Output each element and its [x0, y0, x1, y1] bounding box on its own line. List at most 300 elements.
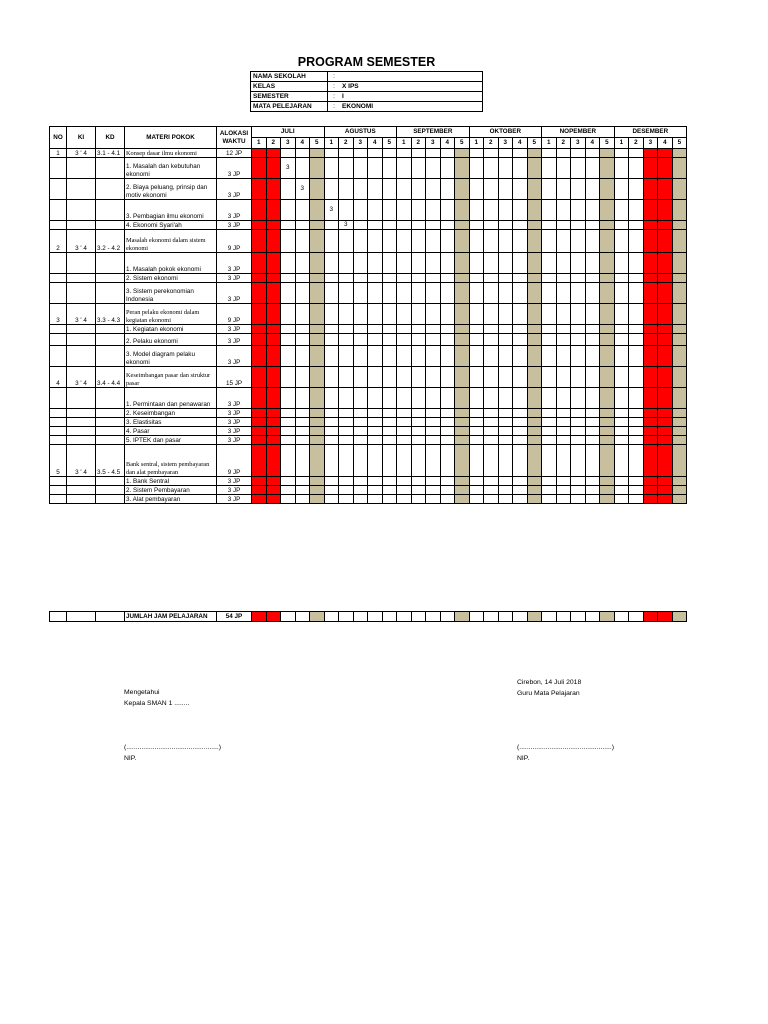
- week-cell: [440, 149, 455, 158]
- week-cell: [542, 612, 557, 622]
- week-cell: [310, 409, 325, 418]
- week-cell: [513, 436, 528, 445]
- week-cell: [672, 612, 687, 622]
- week-cell: [614, 179, 629, 200]
- row-materi: 3. Sistem perekonomian Indonesia: [125, 283, 217, 304]
- info-label: KELAS: [251, 82, 328, 92]
- week-cell: [440, 445, 455, 477]
- week-cell: [672, 230, 687, 253]
- week-cell: [585, 486, 600, 495]
- week-cell: [455, 486, 470, 495]
- week-cell: [498, 149, 513, 158]
- week-cell: [411, 221, 426, 230]
- week-cell: [266, 149, 281, 158]
- week-cell: [658, 283, 673, 304]
- week-cell: [600, 274, 615, 283]
- week-cell: [455, 158, 470, 179]
- week-cell: [658, 436, 673, 445]
- row-kd: [96, 221, 125, 230]
- week-cell: [440, 418, 455, 427]
- week-cell: [469, 427, 484, 436]
- week-cell: [643, 418, 658, 427]
- row-ki: 3 ' 4: [67, 230, 96, 253]
- week-cell: [397, 367, 412, 388]
- row-alokasi: 9 JP: [217, 304, 252, 325]
- table-row: [50, 221, 687, 230]
- week-cell: [353, 274, 368, 283]
- week-cell: [484, 253, 499, 274]
- week-cell: [556, 325, 571, 334]
- week-cell: [455, 388, 470, 409]
- week-cell: [397, 409, 412, 418]
- row-alokasi: 3 JP: [217, 418, 252, 427]
- week-cell: [513, 346, 528, 367]
- week-cell: [498, 495, 513, 504]
- week-cell: [571, 149, 586, 158]
- week-cell: [600, 445, 615, 477]
- week-header: 3: [426, 138, 441, 149]
- week-cell: [571, 409, 586, 418]
- week-cell: [629, 367, 644, 388]
- week-cell: [397, 436, 412, 445]
- row-kd: [96, 200, 125, 221]
- week-cell: [585, 230, 600, 253]
- week-cell: [469, 388, 484, 409]
- week-cell: [295, 427, 310, 436]
- week-cell: [252, 367, 267, 388]
- week-cell: [658, 230, 673, 253]
- row-ki: 3 ' 4: [67, 149, 96, 158]
- week-cell: [252, 477, 267, 486]
- week-cell: [571, 230, 586, 253]
- week-cell: [643, 149, 658, 158]
- row-materi: 2. Keseimbangan: [125, 409, 217, 418]
- week-cell: [614, 409, 629, 418]
- week-cell: [368, 334, 383, 346]
- week-cell: [295, 409, 310, 418]
- week-cell: [614, 149, 629, 158]
- week-cell: [542, 334, 557, 346]
- week-cell: [542, 477, 557, 486]
- week-cell: [382, 179, 397, 200]
- week-cell: [498, 388, 513, 409]
- week-cell: [310, 445, 325, 477]
- week-cell: [629, 158, 644, 179]
- table-row: [50, 436, 687, 445]
- week-cell: [411, 486, 426, 495]
- week-cell: [658, 274, 673, 283]
- week-cell: [339, 388, 354, 409]
- week-cell: [426, 200, 441, 221]
- week-cell: [382, 445, 397, 477]
- week-cell: [324, 149, 339, 158]
- week-cell: [426, 325, 441, 334]
- week-cell: [513, 334, 528, 346]
- week-cell: [469, 304, 484, 325]
- week-cell: [252, 445, 267, 477]
- week-cell: [324, 334, 339, 346]
- week-cell: [469, 346, 484, 367]
- week-cell: [368, 445, 383, 477]
- week-cell: [643, 486, 658, 495]
- week-cell: [368, 149, 383, 158]
- week-cell: [252, 334, 267, 346]
- week-cell: [397, 486, 412, 495]
- footer-right-nip: NIP.: [517, 755, 530, 762]
- footer-teacher-role: Guru Mata Pelajaran: [517, 690, 580, 697]
- info-row: [251, 72, 483, 82]
- row-ki: [67, 325, 96, 334]
- week-cell: [324, 230, 339, 253]
- week-cell: [339, 179, 354, 200]
- week-cell: [382, 486, 397, 495]
- week-cell: [484, 346, 499, 367]
- week-cell: [585, 200, 600, 221]
- week-cell: [600, 304, 615, 325]
- week-cell: [266, 418, 281, 427]
- week-cell: [455, 304, 470, 325]
- week-cell: [658, 427, 673, 436]
- week-cell: [614, 283, 629, 304]
- week-cell: [382, 388, 397, 409]
- week-cell: [281, 477, 296, 486]
- week-cell: [571, 427, 586, 436]
- week-cell: [643, 221, 658, 230]
- week-cell: [498, 612, 513, 622]
- week-cell: [498, 477, 513, 486]
- week-cell: [339, 427, 354, 436]
- week-cell: [368, 221, 383, 230]
- row-ki: [67, 495, 96, 504]
- week-cell: [397, 253, 412, 274]
- table-row: [50, 304, 687, 325]
- week-cell: [571, 418, 586, 427]
- week-cell: [281, 274, 296, 283]
- week-cell: [252, 346, 267, 367]
- week-cell: [498, 436, 513, 445]
- row-no: [50, 486, 67, 495]
- week-cell: [629, 200, 644, 221]
- week-cell: [571, 388, 586, 409]
- week-cell: [513, 200, 528, 221]
- week-cell: [426, 418, 441, 427]
- week-cell: [455, 200, 470, 221]
- week-cell: [426, 367, 441, 388]
- week-cell: [527, 388, 542, 409]
- week-cell: [672, 486, 687, 495]
- week-cell: [643, 200, 658, 221]
- table-row: [50, 367, 687, 388]
- info-value: [340, 72, 483, 82]
- week-cell: [629, 409, 644, 418]
- week-cell: [440, 221, 455, 230]
- week-cell: [585, 283, 600, 304]
- week-cell: [469, 158, 484, 179]
- week-cell: [629, 149, 644, 158]
- week-cell: [368, 283, 383, 304]
- week-cell: [513, 409, 528, 418]
- week-header: 5: [672, 138, 687, 149]
- week-cell: [513, 418, 528, 427]
- week-cell: [455, 436, 470, 445]
- week-cell: [600, 158, 615, 179]
- week-cell: [600, 334, 615, 346]
- week-cell: [513, 612, 528, 622]
- week-cell: [513, 158, 528, 179]
- week-cell: [614, 367, 629, 388]
- week-header: 5: [310, 138, 325, 149]
- week-cell: [310, 346, 325, 367]
- week-cell: [614, 477, 629, 486]
- week-cell: [382, 283, 397, 304]
- week-cell: [281, 436, 296, 445]
- row-ki: [67, 274, 96, 283]
- week-cell: [469, 495, 484, 504]
- week-cell: [295, 418, 310, 427]
- month-header: AGUSTUS: [324, 127, 397, 138]
- week-cell: [310, 158, 325, 179]
- week-cell: [498, 409, 513, 418]
- row-materi: 5. IPTEK dan pasar: [125, 436, 217, 445]
- row-ki: 3 ' 4: [67, 304, 96, 325]
- week-cell: [600, 221, 615, 230]
- week-cell: [672, 149, 687, 158]
- row-alokasi: 9 JP: [217, 445, 252, 477]
- week-cell: [571, 334, 586, 346]
- info-label: NAMA SEKOLAH: [251, 72, 328, 82]
- week-cell: [527, 158, 542, 179]
- week-cell: [484, 477, 499, 486]
- week-cell: [556, 200, 571, 221]
- week-cell: [498, 427, 513, 436]
- week-cell: [571, 274, 586, 283]
- row-alokasi: 3 JP: [217, 325, 252, 334]
- week-cell: [353, 477, 368, 486]
- week-cell: [266, 200, 281, 221]
- week-cell: [397, 477, 412, 486]
- week-cell: [440, 253, 455, 274]
- week-cell: [556, 418, 571, 427]
- week-cell: [658, 334, 673, 346]
- table-row: [50, 418, 687, 427]
- week-cell: [672, 274, 687, 283]
- week-cell: [556, 334, 571, 346]
- week-cell: [324, 427, 339, 436]
- row-kd: [96, 346, 125, 367]
- week-cell: [513, 445, 528, 477]
- summary-row: [50, 612, 687, 622]
- week-cell: [426, 158, 441, 179]
- week-cell: [310, 418, 325, 427]
- row-kd: [96, 495, 125, 504]
- week-cell: [252, 418, 267, 427]
- row-alokasi: 3 JP: [217, 200, 252, 221]
- summary-blank: [50, 612, 67, 622]
- week-cell: [411, 253, 426, 274]
- week-cell: [585, 436, 600, 445]
- week-cell: [600, 612, 615, 622]
- header-no: NO: [50, 127, 67, 149]
- week-header: 5: [382, 138, 397, 149]
- week-cell: [353, 495, 368, 504]
- week-cell: [629, 418, 644, 427]
- week-cell: [571, 221, 586, 230]
- week-cell: [469, 334, 484, 346]
- week-cell: [643, 158, 658, 179]
- week-cell: [556, 304, 571, 325]
- week-cell: [339, 495, 354, 504]
- week-cell: [295, 486, 310, 495]
- week-cell: [672, 283, 687, 304]
- week-cell: [455, 283, 470, 304]
- week-cell: [295, 367, 310, 388]
- week-cell: [585, 445, 600, 477]
- week-cell: [440, 346, 455, 367]
- week-cell: [281, 495, 296, 504]
- row-materi: Peran pelaku ekonomi dalam kegiatan ekonomi: [125, 304, 217, 325]
- row-no: [50, 283, 67, 304]
- week-cell: [440, 388, 455, 409]
- week-cell: [397, 274, 412, 283]
- week-cell: [585, 367, 600, 388]
- row-ki: [67, 477, 96, 486]
- week-cell: [556, 283, 571, 304]
- row-ki: [67, 221, 96, 230]
- week-header: 2: [266, 138, 281, 149]
- week-cell: [585, 427, 600, 436]
- week-cell: [310, 367, 325, 388]
- week-cell: [324, 304, 339, 325]
- week-cell: [252, 274, 267, 283]
- week-cell: [368, 427, 383, 436]
- table-row: [50, 179, 687, 200]
- row-no: [50, 274, 67, 283]
- info-colon: :: [328, 92, 341, 102]
- week-cell: [498, 200, 513, 221]
- week-cell: [353, 179, 368, 200]
- week-header: 4: [440, 138, 455, 149]
- week-cell: [397, 445, 412, 477]
- week-cell: [469, 230, 484, 253]
- week-cell: [324, 179, 339, 200]
- week-cell: [629, 427, 644, 436]
- week-cell: [614, 346, 629, 367]
- week-cell: [440, 427, 455, 436]
- row-ki: [67, 486, 96, 495]
- week-cell: [629, 179, 644, 200]
- week-cell: [266, 179, 281, 200]
- week-cell: [353, 418, 368, 427]
- week-header: 5: [527, 138, 542, 149]
- week-cell: [629, 253, 644, 274]
- week-cell: [658, 388, 673, 409]
- week-cell: [527, 612, 542, 622]
- month-header: OKTOBER: [469, 127, 542, 138]
- week-cell: [411, 418, 426, 427]
- week-cell: [440, 158, 455, 179]
- week-cell: [614, 158, 629, 179]
- week-cell: [484, 436, 499, 445]
- week-cell: [484, 158, 499, 179]
- week-cell: [469, 274, 484, 283]
- table-row: [50, 346, 687, 367]
- week-header: 2: [411, 138, 426, 149]
- row-alokasi: 3 JP: [217, 179, 252, 200]
- week-cell: [440, 367, 455, 388]
- week-cell: [542, 409, 557, 418]
- row-ki: [67, 409, 96, 418]
- row-ki: [67, 200, 96, 221]
- week-cell: [469, 477, 484, 486]
- week-cell: [629, 495, 644, 504]
- week-cell: [426, 334, 441, 346]
- info-label: MATA PELEJARAN: [251, 102, 328, 112]
- week-cell: [281, 200, 296, 221]
- week-cell: [310, 221, 325, 230]
- week-cell: [484, 221, 499, 230]
- row-kd: 3.2 - 4.2: [96, 230, 125, 253]
- week-cell: [643, 304, 658, 325]
- week-cell: [513, 495, 528, 504]
- week-cell: [426, 179, 441, 200]
- week-cell: [440, 283, 455, 304]
- week-cell: [614, 495, 629, 504]
- week-cell: [411, 149, 426, 158]
- week-cell: [658, 158, 673, 179]
- week-cell: [382, 612, 397, 622]
- week-cell: [440, 179, 455, 200]
- row-materi: 1. Masalah pokok ekonomi: [125, 253, 217, 274]
- row-ki: [67, 436, 96, 445]
- week-cell: [426, 445, 441, 477]
- week-cell: [600, 325, 615, 334]
- week-cell: [368, 436, 383, 445]
- week-cell: [266, 612, 281, 622]
- week-cell: [455, 325, 470, 334]
- week-cell: [527, 274, 542, 283]
- week-cell: [252, 486, 267, 495]
- week-cell: [527, 367, 542, 388]
- week-cell: [469, 283, 484, 304]
- week-cell: [629, 612, 644, 622]
- row-no: 4: [50, 367, 67, 388]
- week-cell: [266, 158, 281, 179]
- week-cell: [295, 495, 310, 504]
- week-cell: [585, 325, 600, 334]
- week-cell: [397, 325, 412, 334]
- week-cell: [411, 158, 426, 179]
- week-cell: [643, 427, 658, 436]
- week-cell: [339, 418, 354, 427]
- week-cell: [353, 436, 368, 445]
- week-cell: [643, 388, 658, 409]
- week-cell: [281, 325, 296, 334]
- week-cell: [600, 367, 615, 388]
- week-cell: [266, 436, 281, 445]
- week-cell: [252, 179, 267, 200]
- info-value: X IPS: [340, 82, 483, 92]
- week-cell: [571, 477, 586, 486]
- week-cell: [252, 149, 267, 158]
- table-row: [50, 445, 687, 477]
- week-cell: [266, 409, 281, 418]
- week-cell: [571, 486, 586, 495]
- row-no: [50, 388, 67, 409]
- row-no: [50, 179, 67, 200]
- row-ki: [67, 179, 96, 200]
- row-no: [50, 253, 67, 274]
- week-cell: [585, 388, 600, 409]
